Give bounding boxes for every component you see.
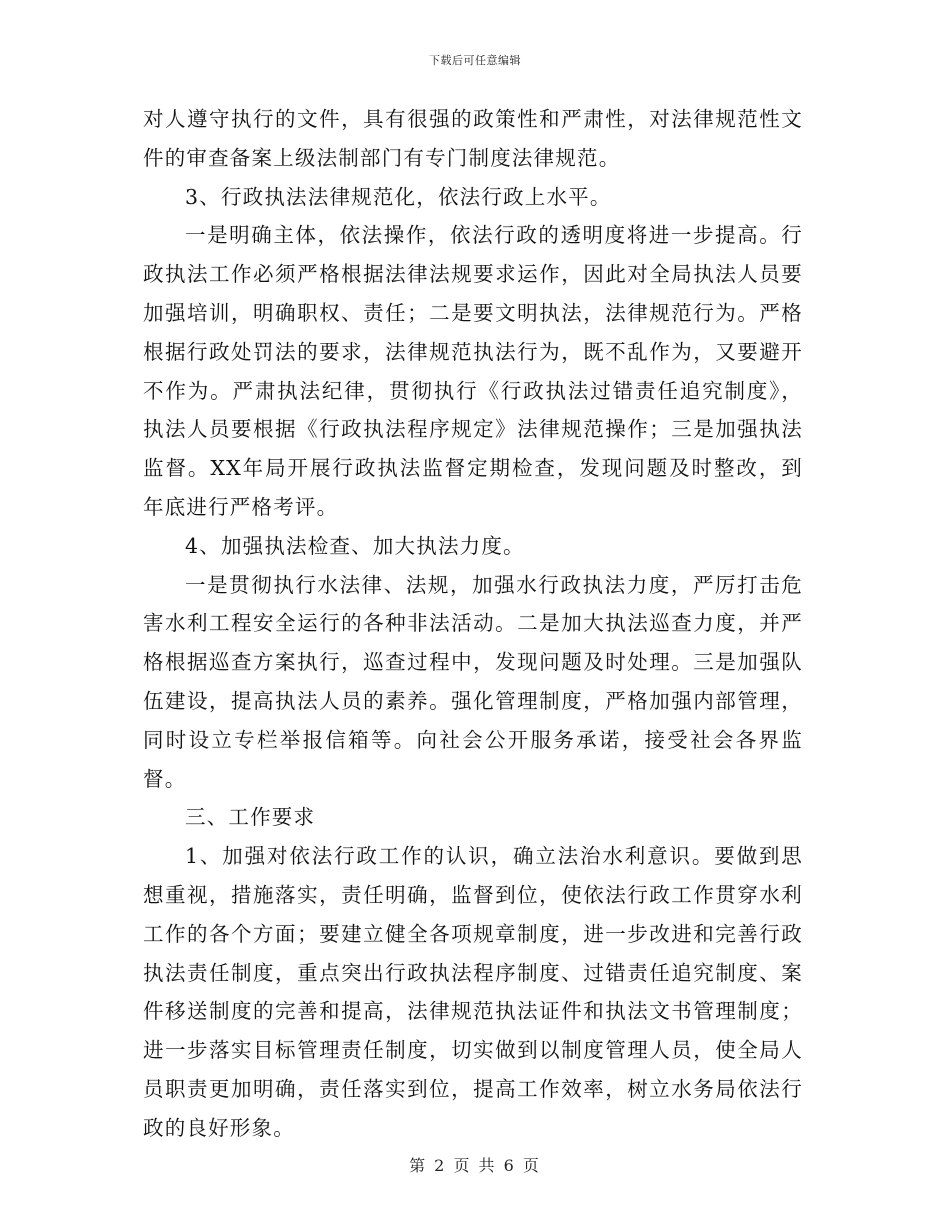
paragraph-enforcement-inspection: 一是贯彻执行水法律、法规，加强水行政执法力度，严厉打击危害水利工程安全运行的各种非法活动。二是加大执法巡查力度，并严格根据巡查方案执行，巡查过程中，发现问题及时处理。三是加强队伍建设，提高执法人员的素养。强化管理制度，严格加强内部管理，同时设立专栏举报信箱等。向社会公开服务承诺，接受社会各界监督。 bbox=[143, 572, 803, 791]
paragraph-continuation: 对人遵守执行的文件，具有很强的政策性和严肃性，对法律规范性文件的审查备案上级法制部门有专门制度法律规范。 bbox=[143, 107, 803, 170]
chapter-heading-work-requirements: 三、工作要求 bbox=[185, 805, 316, 830]
page-header: 下载后可任意编辑 bbox=[429, 54, 521, 67]
section-heading-4: 4、加强执法检查、加大执法力度。 bbox=[185, 533, 525, 558]
paragraph-requirement-1: 1、加强对依法行政工作的认识，确立法治水利意识。要做到思想重视，措施落实，责任明确，监督到位，使依法行政工作贯穿水利工作的各个方面；要建立健全各项规章制度，进一步改进和完善行政执法责任制度，重点突出行政执法程序制度、过错责任追究制度、案件移送制度的完善和提高，法律规范执法证件和执法文书管理制度；进一步落实目标管理责任制度，切实做到以制度管理人员，使全局人员职责更加明确，责任落实到位，提高工作效率，树立水务局依法行政的良好形象。 bbox=[143, 844, 803, 1140]
document-body bbox=[143, 100, 803, 1148]
section-heading-3: 3、行政执法法律规范化，依法行政上水平。 bbox=[185, 184, 612, 209]
page-footer: 第 2 页 共 6 页 bbox=[409, 1156, 541, 1175]
paragraph-enforcement-standardization: 一是明确主体，依法操作，依法行政的透明度将进一步提高。行政执法工作必须严格根据法律法规要求运作，因此对全局执法人员要加强培训，明确职权、责任；二是要文明执法，法律规范行为。严格根据行政处罚法的要求，法律规范执法行为，既不乱作为，又要避开不作为。严肃执法纪律，贯彻执行《行政执法过错责任追究制度》，执法人员要根据《行政执法程序规定》法律规范操作；三是加强执法监督。XX年局开展行政执法监督定期检查，发现问题及时整改，到年底进行严格考评。 bbox=[143, 223, 803, 519]
